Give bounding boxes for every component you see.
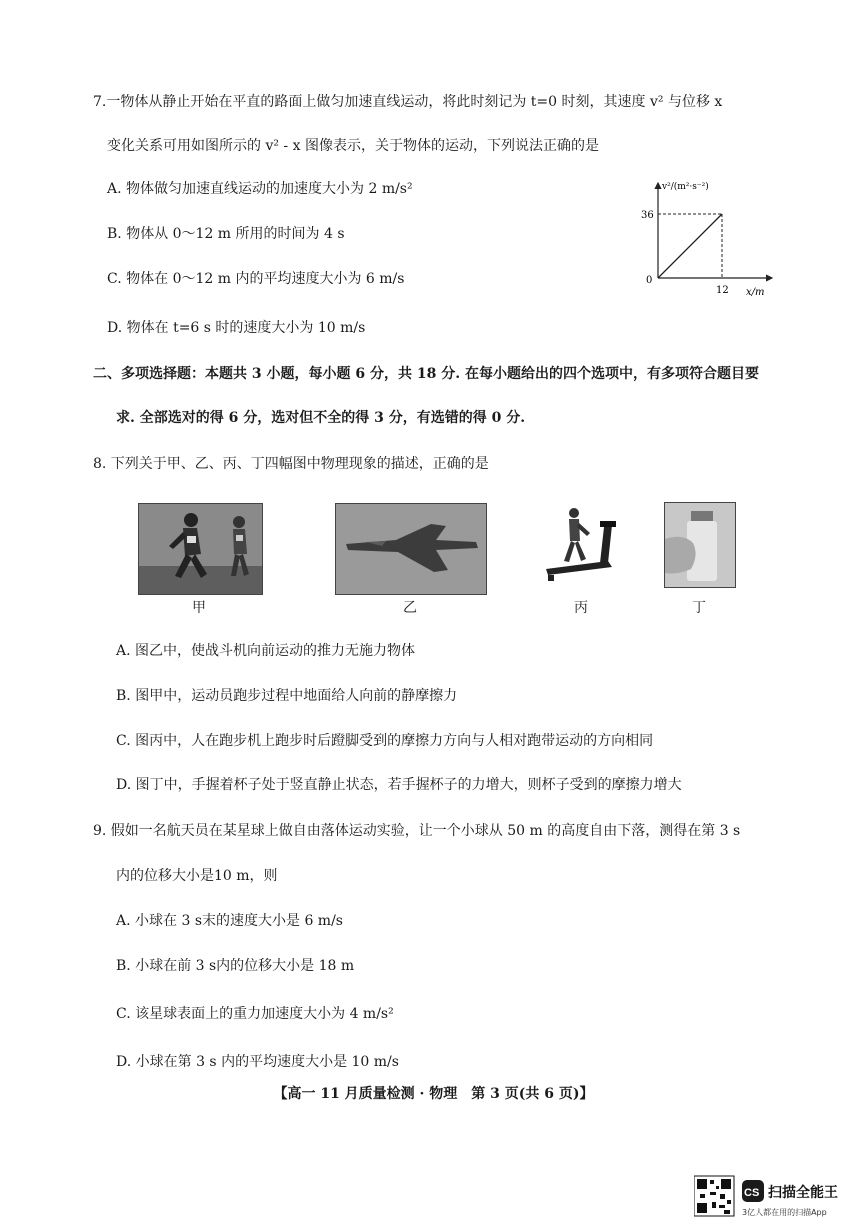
q9-option-d: D. 小球在第 3 s 内的平均速度大小是 10 m/s — [116, 1054, 399, 1070]
v2-x-graph — [640, 175, 780, 300]
caption-bing: 丙 — [574, 600, 588, 616]
scanner-app-name: 扫描全能王 — [768, 1185, 838, 1201]
x-tick-label: 12 — [716, 285, 729, 296]
x-axis-label: x/m — [746, 287, 765, 298]
photo-fighter-jet — [335, 503, 487, 595]
q7-option-d: D. 物体在 t=6 s 时的速度大小为 10 m/s — [107, 320, 366, 336]
svg-text:CS: CS — [744, 1187, 760, 1199]
origin-label: 0 — [646, 275, 653, 286]
q8-option-a: A. 图乙中，使战斗机向前运动的推力无施力物体 — [116, 643, 416, 659]
qr-code-icon — [694, 1176, 734, 1216]
q9-stem-line2: 内的位移大小是10 m，则 — [116, 868, 278, 884]
q7-stem-line1: 7.一物体从静止开始在平直的路面上做匀加速直线运动，将此时刻记为 t=0 时刻，其速度 v² 与位移 x — [93, 94, 723, 110]
scanner-watermark — [694, 1172, 854, 1226]
q7-option-b: B. 物体从 0～12 m 所用的时间为 4 s — [107, 226, 345, 242]
y-axis-label: v²/(m²·s⁻²) — [662, 182, 709, 192]
section2-instructions-line1: 二、多项选择题：本题共 3 小题，每小题 6 分，共 18 分. 在每小题给出的四个选项中，有多项符合题目要 — [93, 366, 759, 382]
y-tick-label: 36 — [641, 210, 654, 221]
scanner-app-tagline: 3亿人都在用的扫描App — [742, 1208, 827, 1217]
caption-yi: 乙 — [403, 600, 417, 616]
q9-option-b: B. 小球在前 3 s内的位移大小是 18 m — [116, 958, 355, 974]
caption-ding: 丁 — [692, 600, 706, 616]
q8-option-d: D. 图丁中，手握着杯子处于竖直静止状态，若手握杯子的力增大，则杯子受到的摩擦力增大 — [116, 777, 682, 793]
q9-stem-line1: 9. 假如一名航天员在某星球上做自由落体运动实验，让一个小球从 50 m 的高度自由下落，测得在第 3 s — [93, 823, 741, 839]
photo-runners — [138, 503, 263, 595]
page-footer: 【高一 11 月质量检测 · 物理 第 3 页(共 6 页)】 — [273, 1086, 594, 1102]
cs-logo-icon — [742, 1180, 764, 1202]
q8-option-b: B. 图甲中，运动员跑步过程中地面给人向前的静摩擦力 — [116, 688, 458, 704]
data-line — [658, 214, 722, 278]
photo-hand-holding-cup — [664, 502, 736, 588]
q9-option-a: A. 小球在 3 s末的速度大小是 6 m/s — [116, 913, 343, 929]
section2-instructions-line2: 求. 全部选对的得 6 分，选对但不全的得 3 分，有选错的得 0 分. — [116, 410, 526, 426]
caption-jia: 甲 — [192, 600, 206, 616]
q9-option-c: C. 该星球表面上的重力加速度大小为 4 m/s² — [116, 1006, 394, 1022]
q7-option-a: A. 物体做匀加速直线运动的加速度大小为 2 m/s² — [107, 181, 413, 197]
q7-option-c: C. 物体在 0～12 m 内的平均速度大小为 6 m/s — [107, 271, 405, 287]
q7-stem-line2: 变化关系可用如图所示的 v² - x 图像表示，关于物体的运动，下列说法正确的是 — [107, 138, 599, 154]
q8-stem: 8. 下列关于甲、乙、丙、丁四幅图中物理现象的描述，正确的是 — [93, 456, 489, 472]
photo-treadmill-runner — [542, 503, 622, 588]
q8-option-c: C. 图丙中，人在跑步机上跑步时后蹬脚受到的摩擦力方向与人相对跑带运动的方向相同 — [116, 733, 654, 749]
